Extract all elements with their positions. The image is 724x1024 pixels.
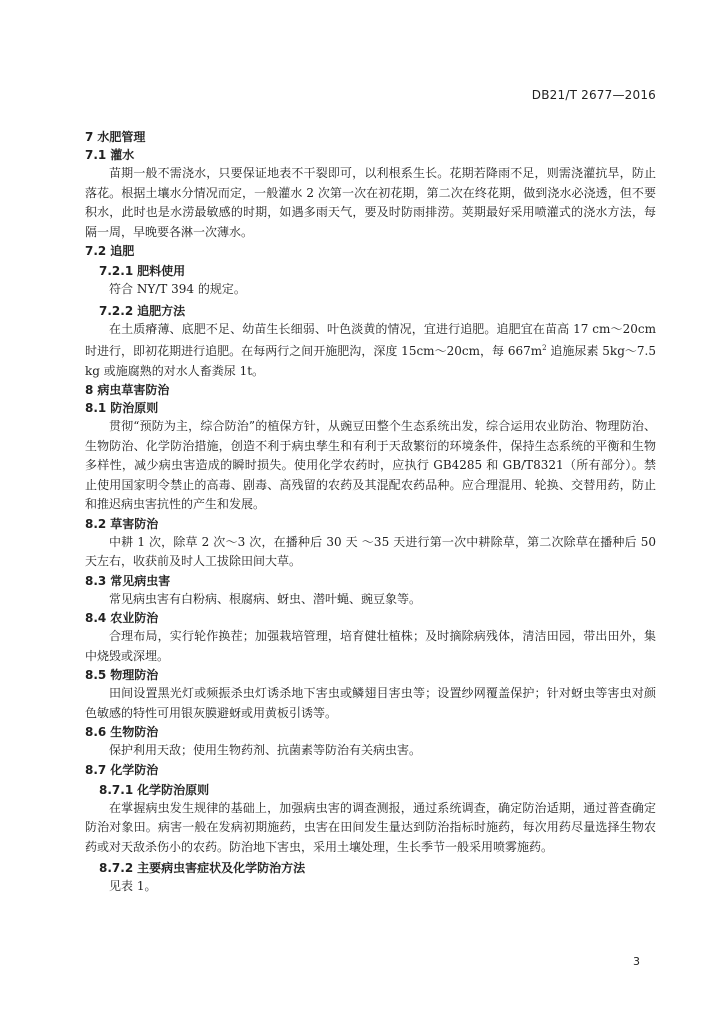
heading-8-7-1: 8.7.1 化学防治原则 [99,782,210,797]
heading-8-1: 8.1 防治原则 [85,401,159,415]
heading-7-2: 7.2 追肥 [85,244,135,258]
heading-8-4: 8.4 农业防治 [85,611,159,625]
paragraph-8-4: 合理布局，实行轮作换茬；加强栽培管理，培育健壮植株；及时摘除病残体，清洁田园，带出田外，集中烧毁或深埋。 [85,629,656,663]
heading-7-1: 7.1 灌水 [85,148,135,162]
heading-8-7: 8.7 化学防治 [85,762,159,777]
heading-8-6: 8.6 生物防治 [85,725,159,739]
heading-8-2: 8.2 草害防治 [85,516,159,531]
paragraph-8-5: 田间设置黑光灯或频振杀虫灯诱杀地下害虫或鳞翅目害虫等；设置纱网覆盖保护；针对蚜虫等害虫对颜色敏感的特性可用银灰膜避蚜或用黄板引诱等。 [85,686,656,720]
paragraph-8-7-2: 见表 1。 [109,879,157,893]
paragraph-8-3: 常见病虫害有白粉病、根腐病、蚜虫、潜叶蝇、豌豆象等。 [109,591,422,606]
document-code: DB21/T 2677—2016 [531,88,656,102]
heading-8-3: 8.3 常见病虫害 [85,573,171,588]
paragraph-7-1: 苗期一般不需浇水，只要保证地表不干裂即可，以利根系生长。花期若降雨不足，则需浇灌抗旱，防止落花。根据土壤水分情况而定，一般灌水 2 次第一次在初花期，第二次在终花期，做到浇水必浇透，但不要积水，此时也是水涝最敏感的时期，如遇多雨天气，要及时防雨排涝。荚期最好采用喷灌式的浇水方法，每隔一周，早晚要各淋一次薄水。 [85,166,656,239]
paragraph-7-2-2: 在土质瘠薄、底肥不足、幼苗生长细弱、叶色淡黄的情况，宜进行追肥。追肥宜在苗高 17 cm～20cm 时进行，即初花期进行追肥。在每两行之间开施肥沟，深度 15cm～20cm，每 $667m^2$ 追施尿素 5kg～7.5kg 或施腐熟的对水人畜粪尿 1t。 [85,321,656,378]
page-number: 3 [633,955,640,968]
paragraph-8-2: 中耕 1 次，除草 2 次～3 次，在播种后 30 天 ～35 天进行第一次中耕除草，第二次除草在播种后 50 天左右，收获前及时人工拔除田间大草。 [85,534,656,568]
heading-7: 7 水肥管理 [85,130,146,144]
paragraph-8-6: 保护利用天敌；使用生物药剂、抗菌素等防治有关病虫害。 [109,743,422,757]
heading-8-5: 8.5 物理防治 [85,668,159,682]
heading-8-7-2: 8.7.2 主要病虫害症状及化学防治方法 [99,861,306,875]
document-body [85,128,656,897]
paragraph-7-2-1: 符合 NY/T 394 的规定。 [109,282,246,296]
heading-8: 8 病虫草害防治 [85,383,170,397]
paragraph-8-1: 贯彻“预防为主，综合防治”的植保方针，从豌豆田整个生态系统出发，综合运用农业防治、物理防治、生物防治、化学防治措施，创造不利于病虫孳生和有利于天敌繁衍的环境条件，保持生态系统的平衡和生物多样性，减少病虫害造成的瞬时损失。使用化学农药时，应执行 GB4285 和 GB/T8321（所有部分）。禁止使用国家明令禁止的高毒、剧毒、高残留的农药及其混配农药品种。应合理混用、轮换、交替用药，防止和推迟病虫害抗性的产生和发展。 [85,419,656,511]
heading-7-2-2: 7.2.2 追肥方法 [99,303,186,318]
heading-7-2-1: 7.2.1 肥料使用 [99,264,186,278]
paragraph-8-7-1: 在掌握病虫发生规律的基础上，加强病虫害的调查测报，通过系统调查，确定防治适期，通过普查确定防治对象田。病害一般在发病初期施药，虫害在田间发生量达到防治指标时施药，每次用药尽量选择生物农药或对天敌杀伤小的农药。防治地下害虫，采用土壤处理，生长季节一般采用喷雾施药。 [85,800,656,854]
